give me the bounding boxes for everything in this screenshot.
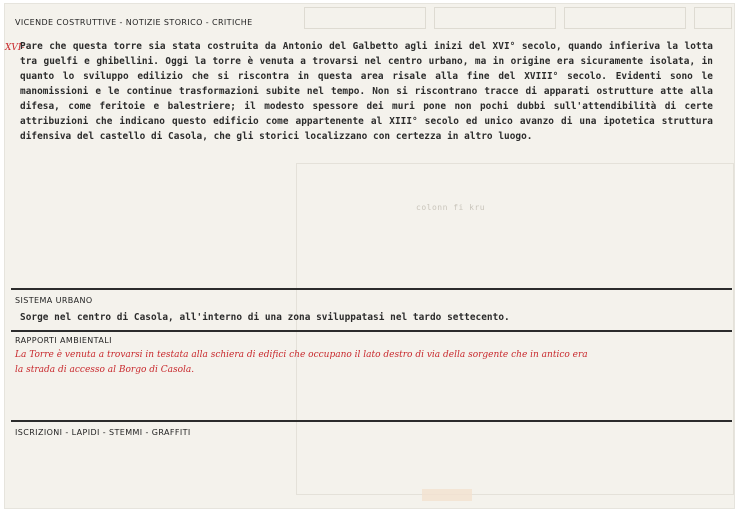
section-divider bbox=[11, 330, 732, 332]
sistema-urbano-text bbox=[20, 310, 713, 325]
vicende-text bbox=[20, 39, 713, 144]
rapporti-handwritten-note bbox=[15, 348, 717, 378]
margin-note: XVI- bbox=[5, 43, 25, 53]
section-divider bbox=[11, 288, 732, 290]
ghost-header-box bbox=[694, 7, 732, 29]
handwritten-line: La Torre è venuta a trovarsi in testata alla schiera di edifici che occupano il lato destro di via della sorgente che in antico era bbox=[15, 350, 588, 360]
section-label-sistema-urbano: SISTEMA URBANO bbox=[15, 296, 93, 305]
ghost-header-box bbox=[304, 7, 426, 29]
section-label-iscrizioni: ISCRIZIONI - LAPIDI - STEMMI - GRAFFITI bbox=[15, 428, 191, 437]
section-label-vicende: VICENDE COSTRUTTIVE - NOTIZIE STORICO - CRITICHE bbox=[15, 18, 253, 27]
ghost-form-column bbox=[296, 163, 734, 495]
ghost-typed-text: colonn fi kru bbox=[416, 203, 486, 212]
section-divider bbox=[11, 420, 732, 422]
ghost-header-box bbox=[434, 7, 556, 29]
archive-stamp bbox=[422, 489, 472, 501]
vicende-paragraph: Pare che questa torre sia stata costruita da Antonio del Galbetto agli inizi del XVI° secolo, quando infieriva la lotta tra guelfi e ghibellini. Oggi la torre è venuta a trovarsi nel centro urbano, ma in origine era sicuramente isolata, in quanto lo sviluppo edilizio che si riscontra in questa area risale alla fine del XVIII° secolo. Evidenti sono le manomissioni e le continue trasformazioni subite nel tempo. Non si riscontrano tracce di apparati ostrutture atte alla difesa, come feritoie e balestriere; il modesto spessore dei muri pone non pochi dubbi sull'attendibilità di certe attribuzioni che indicano questo edificio come appartenente al XIII° secolo ed unico avanzo di una ipotetica struttura difensiva del castello di Casola, che gli storici localizzano con certezza in altro luogo. bbox=[20, 41, 713, 142]
catalog-card bbox=[4, 3, 735, 509]
handwritten-line: la strada di accesso al Borgo di Casola. bbox=[15, 365, 195, 375]
ghost-header-box bbox=[564, 7, 686, 29]
sistema-urbano-paragraph: Sorge nel centro di Casola, all'interno di una zona sviluppatasi nel tardo settecento. bbox=[20, 312, 510, 323]
section-label-rapporti-ambientali: RAPPORTI AMBIENTALI bbox=[15, 336, 112, 345]
